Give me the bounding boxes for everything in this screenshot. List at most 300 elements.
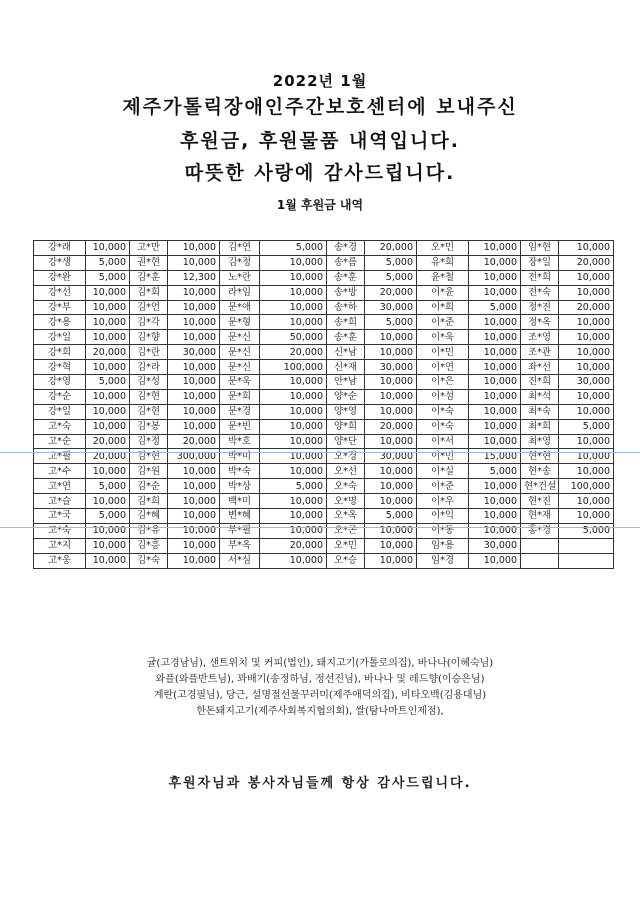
donor-name-cell: 김*란 — [130, 345, 168, 360]
donor-name-cell: 김*각 — [130, 315, 168, 330]
table-row — [34, 330, 614, 345]
donor-name-cell: 김*향 — [130, 330, 168, 345]
donor-name-cell: 김*연 — [220, 241, 260, 256]
donation-amount-cell: 10,000 — [469, 285, 521, 300]
donor-name-cell: 이*실 — [417, 464, 469, 479]
donation-amount-cell: 10,000 — [365, 389, 417, 404]
donor-name-cell: 임*경 — [417, 553, 469, 568]
donation-amount-cell: 10,000 — [559, 360, 614, 375]
donor-name-cell: 최*숙 — [521, 404, 559, 419]
donor-name-cell: 강*선 — [34, 285, 86, 300]
donation-amount-cell: 10,000 — [469, 255, 521, 270]
donation-amount-cell: 20,000 — [260, 538, 327, 553]
donor-name-cell: 고*웅 — [34, 553, 86, 568]
donor-name-cell: 오*승 — [327, 553, 365, 568]
donor-name-cell: 고*숙 — [34, 523, 86, 538]
donor-name-cell: 김*흥 — [130, 538, 168, 553]
donor-name-cell: 변*혜 — [220, 509, 260, 524]
donation-amount-cell: 10,000 — [260, 434, 327, 449]
donor-name-cell: 현*진 — [521, 494, 559, 509]
donation-amount-cell: 10,000 — [365, 434, 417, 449]
donor-name-cell: 송*훈 — [327, 330, 365, 345]
donor-name-cell: 윤*철 — [417, 270, 469, 285]
donation-amount-cell: 5,000 — [365, 255, 417, 270]
donation-amount-cell: 10,000 — [86, 330, 130, 345]
donor-name-cell: 오*선 — [327, 464, 365, 479]
table-row — [34, 255, 614, 270]
heading-line-3: 따뜻한 사랑에 감사드립니다. — [184, 162, 456, 184]
donation-amount-cell: 10,000 — [168, 255, 220, 270]
donation-amount-cell: 10,000 — [469, 330, 521, 345]
donation-amount-cell: 10,000 — [559, 270, 614, 285]
donor-name-cell: 문*빈 — [220, 419, 260, 434]
donation-amount-cell: 20,000 — [168, 434, 220, 449]
donor-name-cell: 전*숙 — [521, 285, 559, 300]
donor-name-cell: 고*순 — [34, 434, 86, 449]
donor-name-cell: 서*심 — [220, 553, 260, 568]
donor-name-cell: 이*은 — [417, 375, 469, 390]
donation-amount-cell: 5,000 — [260, 479, 327, 494]
donor-name-cell: 박*미 — [220, 449, 260, 464]
donation-amount-cell: 10,000 — [168, 479, 220, 494]
donor-name-cell: 박*호 — [220, 434, 260, 449]
heading-line-1: 제주가톨릭장애인주간보호센터에 보내주신 — [122, 96, 518, 118]
donation-amount-cell: 10,000 — [365, 404, 417, 419]
donor-name-cell: 이*민 — [417, 345, 469, 360]
donation-amount-cell: 10,000 — [469, 270, 521, 285]
table-row — [34, 538, 614, 553]
donation-amount-cell: 10,000 — [469, 315, 521, 330]
donor-name-cell: 좌*선 — [521, 360, 559, 375]
donation-amount-cell: 30,000 — [559, 375, 614, 390]
donor-name-cell: 이*우 — [417, 494, 469, 509]
donated-items-line: 와플(와플반트님), 꽈배기(송정하님, 정선진님), 바나나 및 레드향(이승은님) — [155, 674, 485, 685]
year-month-heading: 2022년 1월 — [272, 72, 368, 90]
donor-name-cell: 오*곤 — [327, 523, 365, 538]
donation-amount-cell: 10,000 — [168, 509, 220, 524]
donation-amount-cell: 5,000 — [469, 464, 521, 479]
donation-amount-cell: 10,000 — [365, 330, 417, 345]
donation-amount-cell: 10,000 — [168, 523, 220, 538]
donation-amount-cell: 30,000 — [469, 538, 521, 553]
donation-amount-cell: 10,000 — [86, 494, 130, 509]
donor-name-cell: 김*정 — [130, 434, 168, 449]
donor-name-cell: 강*용 — [34, 315, 86, 330]
donation-amount-cell: 10,000 — [260, 404, 327, 419]
donor-name-cell: 김*훈 — [130, 270, 168, 285]
donation-amount-cell: 5,000 — [260, 241, 327, 256]
donation-amount-cell: 100,000 — [260, 360, 327, 375]
donor-name-cell: 강*영 — [34, 375, 86, 390]
donor-name-cell: 현*송 — [521, 464, 559, 479]
donor-name-cell: 이*준 — [417, 479, 469, 494]
donation-amount-cell: 10,000 — [469, 509, 521, 524]
donation-amount-cell: 10,000 — [168, 375, 220, 390]
donor-name-cell: 양*단 — [327, 434, 365, 449]
closing-message: 후원자님과 봉사자님들께 항상 감사드립니다. — [168, 776, 472, 791]
table-row — [34, 479, 614, 494]
donation-amount-cell: 10,000 — [86, 538, 130, 553]
donor-name-cell: 고*슬 — [34, 494, 86, 509]
donation-amount-cell: 10,000 — [469, 404, 521, 419]
donor-name-cell: 강*순 — [34, 389, 86, 404]
donor-name-cell: 이*연 — [417, 360, 469, 375]
donation-amount-cell: 10,000 — [559, 449, 614, 464]
donor-name-cell: 라*임 — [220, 285, 260, 300]
donation-amount-cell: 10,000 — [559, 404, 614, 419]
donation-amount-cell: 10,000 — [469, 389, 521, 404]
table-row — [34, 419, 614, 434]
donation-amount-cell: 10,000 — [168, 360, 220, 375]
donor-name-cell: 강*완 — [34, 270, 86, 285]
donation-amount-cell: 10,000 — [559, 509, 614, 524]
donor-name-cell: 장*일 — [521, 255, 559, 270]
donor-name-cell: 문*신 — [220, 330, 260, 345]
donation-amount-cell: 10,000 — [260, 255, 327, 270]
donor-name-cell: 유*희 — [417, 255, 469, 270]
donation-amount-cell: 20,000 — [559, 255, 614, 270]
donation-amount-cell: 10,000 — [86, 389, 130, 404]
donor-name-cell: 이*섬 — [417, 389, 469, 404]
donation-amount-cell: 10,000 — [168, 330, 220, 345]
scan-line — [0, 452, 640, 453]
table-row — [34, 360, 614, 375]
donated-items-line: 계란(고경필님), 당근, 설명절선물꾸러미(제주애덕의집), 비타오백(김용대님) — [153, 690, 487, 701]
donor-name-cell: 양*희 — [327, 419, 365, 434]
donor-name-cell: 문*애 — [220, 300, 260, 315]
donation-amount-cell: 10,000 — [365, 375, 417, 390]
donor-name-cell: 박*숙 — [220, 464, 260, 479]
donation-amount-cell: 10,000 — [365, 538, 417, 553]
donated-items-line: 한돈돼지고기(제주사회복지협의회), 쌀(탐나마트인제점), — [196, 706, 444, 717]
donor-name-cell: 임*현 — [521, 241, 559, 256]
donor-name-cell: 현*재 — [521, 509, 559, 524]
donor-name-cell: 이*동 — [417, 523, 469, 538]
donation-amount-cell: 20,000 — [365, 241, 417, 256]
donation-amount-cell: 10,000 — [86, 464, 130, 479]
donation-amount-cell: 10,000 — [168, 404, 220, 419]
donor-name-cell: 백*미 — [220, 494, 260, 509]
donor-name-cell: 김*언 — [130, 300, 168, 315]
table-row — [34, 375, 614, 390]
donor-name-cell: 정*옥 — [521, 315, 559, 330]
donor-name-cell: 양*영 — [327, 404, 365, 419]
donor-name-cell: 송*경 — [327, 241, 365, 256]
donation-amount-cell: 5,000 — [86, 255, 130, 270]
donor-name-cell: 김*원 — [130, 464, 168, 479]
donation-amount-cell: 10,000 — [86, 241, 130, 256]
donor-name-cell: 부*옥 — [220, 538, 260, 553]
table-row — [34, 241, 614, 256]
donation-amount-cell: 10,000 — [559, 315, 614, 330]
donor-name-cell: 김*현 — [130, 389, 168, 404]
donor-name-cell: 김*혜 — [130, 509, 168, 524]
table-row — [34, 523, 614, 538]
donation-amount-cell: 12,300 — [168, 270, 220, 285]
donation-amount-cell: 10,000 — [469, 479, 521, 494]
donation-amount-cell: 10,000 — [86, 315, 130, 330]
donation-amount-cell: 10,000 — [168, 300, 220, 315]
donor-name-cell: 김*희 — [130, 285, 168, 300]
donation-amount-cell: 10,000 — [559, 494, 614, 509]
table-row — [34, 434, 614, 449]
donation-amount-cell: 10,000 — [168, 389, 220, 404]
donor-name-cell: 현*건설 — [521, 479, 559, 494]
donation-amount-cell: 10,000 — [260, 449, 327, 464]
donation-amount-cell: 10,000 — [260, 419, 327, 434]
donation-amount-cell: 5,000 — [559, 419, 614, 434]
donation-amount-cell: 10,000 — [365, 523, 417, 538]
donation-amount-cell: 20,000 — [260, 345, 327, 360]
donation-amount-cell: 10,000 — [168, 315, 220, 330]
donation-amount-cell: 10,000 — [260, 375, 327, 390]
donor-name-cell: 김*라 — [130, 360, 168, 375]
table-row — [34, 553, 614, 568]
donor-name-cell: 송*하 — [327, 300, 365, 315]
donor-name-cell: 고*지 — [34, 538, 86, 553]
donor-name-cell: 최*희 — [521, 419, 559, 434]
donor-name-cell: 이*익 — [417, 509, 469, 524]
donor-name-cell: 김*현 — [130, 449, 168, 464]
donation-amount-cell: 20,000 — [86, 345, 130, 360]
donation-amount-cell: 20,000 — [86, 434, 130, 449]
donor-name-cell — [521, 538, 559, 553]
donation-list-subtitle: 1월 후원금 내역 — [276, 198, 364, 212]
donor-name-cell: 김*봉 — [130, 419, 168, 434]
donation-amount-cell: 10,000 — [260, 464, 327, 479]
donor-name-cell: 양*순 — [327, 389, 365, 404]
donation-amount-cell: 10,000 — [559, 285, 614, 300]
donation-amount-cell: 10,000 — [559, 434, 614, 449]
donor-name-cell: 이*윤 — [417, 285, 469, 300]
donor-name-cell: 신*재 — [327, 360, 365, 375]
table-row — [34, 300, 614, 315]
donor-name-cell: 강*일 — [34, 404, 86, 419]
donation-amount-cell: 20,000 — [559, 300, 614, 315]
donation-amount-cell: 10,000 — [469, 434, 521, 449]
donated-items-list — [0, 656, 640, 720]
donation-amount-cell: 10,000 — [260, 553, 327, 568]
donation-amount-cell: 10,000 — [260, 270, 327, 285]
donor-name-cell: 정*진 — [521, 300, 559, 315]
donor-name-cell: 오*경 — [327, 449, 365, 464]
donation-amount-cell: 5,000 — [365, 509, 417, 524]
donation-amount-cell: 10,000 — [168, 538, 220, 553]
donation-amount-cell: 10,000 — [365, 479, 417, 494]
donation-amount-cell: 20,000 — [365, 419, 417, 434]
donation-amount-cell — [559, 553, 614, 568]
donation-amount-cell: 10,000 — [168, 419, 220, 434]
donated-items-line: 귤(고경남님), 샌트위치 및 커피(법인), 돼지고기(가톨로의집), 바나나(이혜숙님) — [146, 658, 494, 669]
donor-name-cell: 이*욱 — [417, 330, 469, 345]
donation-amount-cell: 10,000 — [168, 494, 220, 509]
donor-name-cell: 조*관 — [521, 345, 559, 360]
donation-amount-cell: 10,000 — [168, 464, 220, 479]
donor-name-cell: 이*숙 — [417, 404, 469, 419]
donor-name-cell: 권*현 — [130, 255, 168, 270]
donation-amount-cell: 10,000 — [469, 553, 521, 568]
donor-name-cell: 최*석 — [521, 389, 559, 404]
donor-name-cell: 강*부 — [34, 300, 86, 315]
donor-name-cell: 오*숙 — [327, 479, 365, 494]
donor-name-cell: 강*일 — [34, 330, 86, 345]
donation-amount-cell: 30,000 — [365, 449, 417, 464]
donor-name-cell: 김*유 — [130, 523, 168, 538]
donor-name-cell: 현*현 — [521, 449, 559, 464]
donation-amount-cell: 10,000 — [559, 389, 614, 404]
donation-amount-cell: 10,000 — [260, 285, 327, 300]
table-row — [34, 509, 614, 524]
donor-name-cell — [521, 553, 559, 568]
donor-name-cell: 김*현 — [130, 404, 168, 419]
table-row — [34, 315, 614, 330]
donation-amount-cell: 10,000 — [365, 553, 417, 568]
donor-name-cell: 고*연 — [34, 479, 86, 494]
donor-name-cell: 송*름 — [327, 255, 365, 270]
donor-name-cell: 고*만 — [130, 241, 168, 256]
donation-amount-cell: 5,000 — [86, 479, 130, 494]
donation-amount-cell: 10,000 — [559, 345, 614, 360]
donation-amount-cell: 10,000 — [86, 360, 130, 375]
donation-amount-cell: 10,000 — [86, 523, 130, 538]
donor-name-cell: 홍*경 — [521, 523, 559, 538]
table-row — [34, 404, 614, 419]
donation-amount-cell: 10,000 — [365, 345, 417, 360]
donation-amount-cell: 5,000 — [469, 300, 521, 315]
donor-name-cell: 이*서 — [417, 434, 469, 449]
donor-name-cell: 안*남 — [327, 375, 365, 390]
donor-name-cell: 임*용 — [417, 538, 469, 553]
donation-amount-cell: 100,000 — [559, 479, 614, 494]
donation-amount-cell: 10,000 — [260, 300, 327, 315]
donor-name-cell: 노*란 — [220, 270, 260, 285]
donor-name-cell: 문*경 — [220, 404, 260, 419]
heading-line-2: 후원금, 후원물품 내역입니다. — [180, 130, 460, 152]
donor-name-cell: 고*숙 — [34, 419, 86, 434]
donation-amount-cell: 10,000 — [469, 419, 521, 434]
donation-amount-cell: 5,000 — [559, 523, 614, 538]
donation-amount-cell: 5,000 — [86, 509, 130, 524]
donor-name-cell: 김*순 — [130, 479, 168, 494]
donation-amount-cell: 10,000 — [260, 509, 327, 524]
table-row — [34, 464, 614, 479]
donation-amount-cell: 10,000 — [260, 389, 327, 404]
donor-name-cell: 문*형 — [220, 315, 260, 330]
donor-name-cell: 오*옥 — [327, 509, 365, 524]
donation-amount-cell: 5,000 — [86, 375, 130, 390]
donation-amount-cell: 300,000 — [168, 449, 220, 464]
donation-amount-cell: 10,000 — [260, 494, 327, 509]
donation-amount-cell: 10,000 — [469, 375, 521, 390]
donor-name-cell: 문*신 — [220, 345, 260, 360]
scan-line — [0, 527, 640, 528]
donor-name-cell: 문*신 — [220, 360, 260, 375]
donor-name-cell: 고*국 — [34, 509, 86, 524]
table-row — [34, 494, 614, 509]
donation-amount-cell: 10,000 — [559, 464, 614, 479]
donor-name-cell: 강*래 — [34, 241, 86, 256]
donor-name-cell: 김*정 — [220, 255, 260, 270]
donor-name-cell: 고*수 — [34, 464, 86, 479]
donation-amount-cell: 10,000 — [86, 300, 130, 315]
donor-name-cell: 김*숙 — [130, 553, 168, 568]
donor-name-cell: 이*희 — [417, 300, 469, 315]
donation-amount-cell: 10,000 — [260, 315, 327, 330]
donation-amount-cell: 10,000 — [86, 404, 130, 419]
donor-name-cell: 오*민 — [417, 241, 469, 256]
donation-amount-cell: 10,000 — [168, 241, 220, 256]
donation-amount-cell: 10,000 — [86, 285, 130, 300]
donor-name-cell: 최*영 — [521, 434, 559, 449]
donor-name-cell: 전*희 — [521, 270, 559, 285]
donation-amount-cell: 10,000 — [260, 523, 327, 538]
donation-amount-cell: 5,000 — [365, 270, 417, 285]
donation-amount-cell: 10,000 — [469, 494, 521, 509]
donation-amount-cell: 10,000 — [469, 241, 521, 256]
donor-name-cell: 이*숙 — [417, 419, 469, 434]
donor-name-cell: 고*필 — [34, 449, 86, 464]
donor-name-cell: 김*성 — [130, 375, 168, 390]
donor-name-cell: 신*남 — [327, 345, 365, 360]
donation-table — [33, 240, 614, 569]
donation-table-body — [34, 241, 614, 569]
donor-name-cell: 문*희 — [220, 389, 260, 404]
donation-amount-cell: 30,000 — [365, 360, 417, 375]
donation-amount-cell: 10,000 — [469, 523, 521, 538]
donation-amount-cell — [559, 538, 614, 553]
donor-name-cell: 이*민 — [417, 449, 469, 464]
donor-name-cell: 김*희 — [130, 494, 168, 509]
table-row — [34, 270, 614, 285]
donor-name-cell: 강*희 — [34, 345, 86, 360]
donor-name-cell: 강*생 — [34, 255, 86, 270]
donation-amount-cell: 15,000 — [469, 449, 521, 464]
donation-amount-cell: 5,000 — [365, 315, 417, 330]
donation-amount-cell: 30,000 — [365, 300, 417, 315]
donor-name-cell: 진*희 — [521, 375, 559, 390]
donation-amount-cell: 10,000 — [86, 419, 130, 434]
donor-name-cell: 이*준 — [417, 315, 469, 330]
donor-name-cell: 문*욱 — [220, 375, 260, 390]
donor-name-cell: 오*명 — [327, 494, 365, 509]
donation-amount-cell: 5,000 — [86, 270, 130, 285]
donation-amount-cell: 10,000 — [559, 330, 614, 345]
donor-name-cell: 박*상 — [220, 479, 260, 494]
donation-amount-cell: 30,000 — [168, 345, 220, 360]
donor-name-cell: 송*훈 — [327, 270, 365, 285]
donation-amount-cell: 10,000 — [469, 345, 521, 360]
donation-amount-cell: 10,000 — [168, 553, 220, 568]
donor-name-cell: 송*방 — [327, 285, 365, 300]
donor-name-cell: 강*혁 — [34, 360, 86, 375]
donor-name-cell: 부*필 — [220, 523, 260, 538]
donation-amount-cell: 10,000 — [365, 464, 417, 479]
donation-amount-cell: 20,000 — [86, 449, 130, 464]
donation-amount-cell: 10,000 — [86, 553, 130, 568]
donation-amount-cell: 10,000 — [559, 241, 614, 256]
table-row — [34, 285, 614, 300]
donation-amount-cell: 10,000 — [168, 285, 220, 300]
donation-amount-cell: 10,000 — [365, 494, 417, 509]
donor-name-cell: 조*영 — [521, 330, 559, 345]
donor-name-cell: 오*민 — [327, 538, 365, 553]
donation-amount-cell: 10,000 — [469, 360, 521, 375]
donation-amount-cell: 20,000 — [365, 285, 417, 300]
table-row — [34, 389, 614, 404]
donation-amount-cell: 50,000 — [260, 330, 327, 345]
table-row — [34, 345, 614, 360]
donor-name-cell: 송*희 — [327, 315, 365, 330]
